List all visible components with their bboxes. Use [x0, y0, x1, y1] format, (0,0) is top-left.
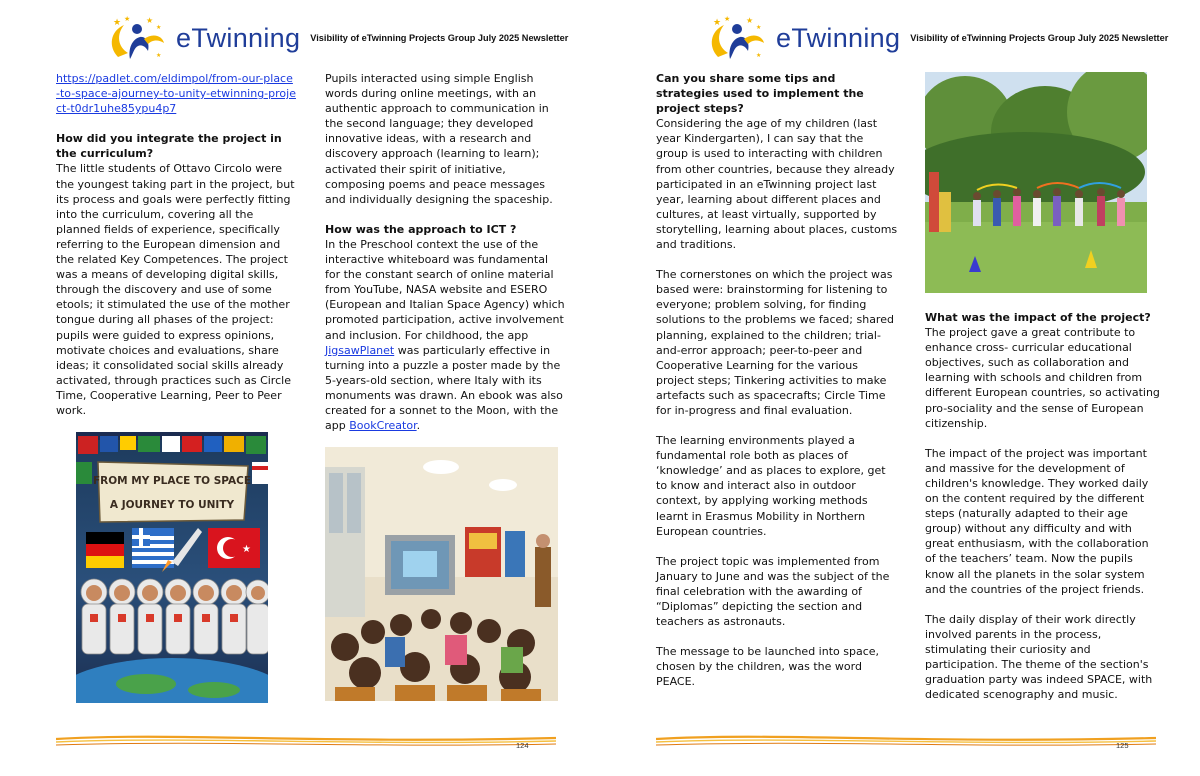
curriculum-answer: The little students of Ottavo Circolo were the youngest taking part in the project, but its process and goals were perfectly fitting into the curriculum, covering all the planned fields of experience, specifically referring to the European dimension and the related Key Competences. The project was a means of developing digital skills, through the discovery and use of some etools; it stimulated the use of the mother tongue during all phases of the project: pupils were guided to express opinions, motivate choices and evaluations, share ideas; it consolidated social skills already activated, through practices such as Circle Time, Cooperative Learning, Peer to Peer work.	[56, 162, 295, 417]
outdoor-activity-photo	[925, 72, 1147, 293]
tips-paragraph-4: The project topic was implemented from January to June and was the subject of the final celebration with the awarding of “Diplomas” depicting the section and teachers as astronauts.	[656, 554, 890, 629]
ict-question: How was the approach to ICT ?	[325, 222, 517, 236]
page-number: 124	[516, 741, 529, 750]
svg-text:★: ★	[113, 18, 122, 28]
etwinning-logo-icon	[104, 13, 174, 63]
tips-question: Can you share some tips and strategies used to implement the project steps?	[656, 72, 864, 116]
svg-text:★: ★	[746, 16, 754, 25]
impact-paragraph-2: The impact of the project was important and massive for the development of children's knowledge. They worked daily on the content required by the different steps (naturally adapted to their age group) without any difficulty and with great enthusiasm, with the collaboration of the teachers’ team. Now the pupils know all the planets in the solar system and the countries of the project friends.	[925, 446, 1149, 596]
brand-wordmark: eTwinning	[176, 22, 301, 53]
svg-text:★: ★	[156, 52, 162, 59]
right-column-1	[656, 71, 898, 704]
poster-banner-line2: A JOURNEY TO UNITY	[109, 499, 235, 511]
impact-paragraph-3: The daily display of their work directly involved parents in the process, stimulating their curiosity and participation. The theme of the section's graduation party was indeed SPACE, with dedicated scenography and music.	[925, 612, 1153, 702]
left-column-1	[56, 71, 296, 433]
poster-banner-line1: FROM MY PLACE TO SPACE	[92, 475, 252, 487]
svg-text:★: ★	[124, 15, 131, 23]
impact-paragraph-1: The project gave a great contribute to enhance cross- curricular educational objectives, such as collaboration and learning with schools and children from different European countries, so activating pro-sociality and the sense of European citizenship.	[925, 326, 1160, 430]
tips-paragraph-5: The message to be launched into space, chosen by the children, was the word PEACE.	[656, 645, 880, 689]
page-number: 125	[1116, 741, 1129, 750]
left-column-2	[325, 71, 565, 448]
svg-text:★: ★	[242, 544, 251, 555]
svg-text:★: ★	[724, 15, 731, 23]
etwinning-logo	[704, 12, 900, 64]
etwinning-logo-icon	[704, 13, 774, 63]
page-header	[704, 12, 1168, 64]
page-header	[104, 12, 568, 64]
svg-text:★: ★	[146, 16, 154, 25]
svg-text:★: ★	[713, 18, 722, 28]
bookcreator-link[interactable]: BookCreator	[349, 419, 417, 433]
page-right	[600, 0, 1200, 776]
english-paragraph: Pupils interacted using simple English words during online meetings, with an authentic approach to communication in the second language; they developed innovative ideas, with a research and discovery approach (learning to learn); activated their spirit of initiative, composing poems and peace messages and individually designing the spaceship.	[325, 72, 553, 206]
right-column-2	[925, 310, 1160, 717]
brand-wordmark: eTwinning	[776, 22, 901, 53]
classroom-photo	[325, 447, 558, 701]
impact-question: What was the impact of the project?	[925, 311, 1151, 324]
svg-text:★: ★	[156, 24, 162, 31]
tips-paragraph-1: Considering the age of my children (last year Kindergarten), I can say that the group is used to interacting with children from other countries, because they already participated in an eTwinning project last year, learning about different places and cultures, at least virtually, supported by storytelling, learning about places, customs and traditions.	[656, 117, 898, 252]
newsletter-title: Visibility of eTwinning Projects Group July 2025 Newsletter	[910, 33, 1169, 43]
svg-text:★: ★	[756, 52, 762, 59]
space-poster-image	[76, 432, 268, 703]
footer-wave-decoration	[56, 730, 556, 750]
newsletter-title: Visibility of eTwinning Projects Group July 2025 Newsletter	[310, 33, 569, 43]
padlet-link[interactable]: https://padlet.com/eldimpol/from-our-place-to-space-ajourney-to-unity-etwinning-project-t0dr1uhe85ypu4p7	[56, 72, 296, 116]
svg-text:★: ★	[756, 24, 762, 31]
etwinning-logo	[104, 12, 300, 64]
jigsawplanet-link[interactable]: JigsawPlanet	[325, 343, 395, 357]
tips-paragraph-3: The learning environments played a fundamental role both as places of ‘knowledge’ and as places to explore, get to know and interact also in outdoor context, by applying working methods learnt in Erasmus Mobility in Northern European countries.	[656, 434, 886, 538]
curriculum-question: How did you integrate the project in the curriculum?	[56, 132, 282, 161]
footer-wave-decoration	[656, 730, 1156, 750]
tips-paragraph-2: The cornerstones on which the project was based were: brainstorming for listening to everyone; problem solving, for finding solutions to the problems we faced; shared planning, explained to the children; trial-and-error approach; peer-to-peer and Cooperative Learning for the various project steps; Tinkering activities to make artefacts such as spacecrafts; Circle Time for in-progress and final evaluation.	[656, 268, 894, 417]
ict-answer: In the Preschool context the use of the interactive whiteboard was fundamental for the constant search of online material from YouTube, NASA website and ESERO (European and Italian Space Agency) which promoted participation, active involvement and inclusion. For childhood, the app JigsawPlanet was particularly effective in turning into a puzzle a poster made by the 5-years-old section, where Italy with its monuments was drawn. An ebook was also created for a sonnet to the Moon, with the app BookCreator.	[325, 237, 565, 433]
